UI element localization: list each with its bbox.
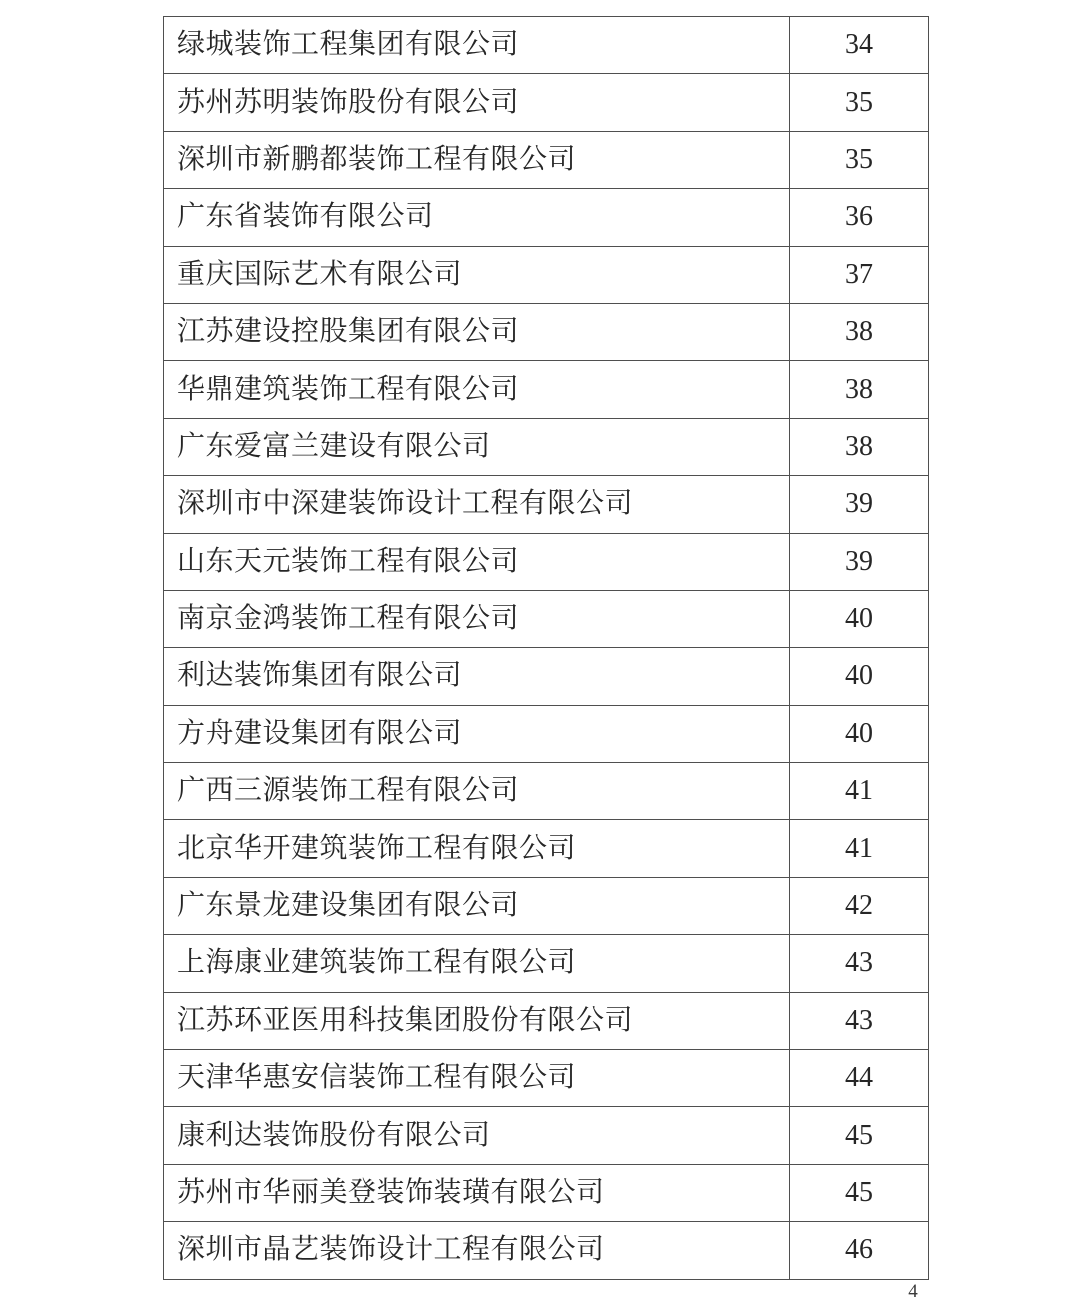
table-row [164,1107,929,1164]
company-name-cell: 深圳市中深建装饰设计工程有限公司 [164,476,790,533]
company-name-cell: 广东省装饰有限公司 [164,189,790,246]
rank-value-cell: 39 [790,476,929,533]
rank-value-cell: 35 [790,131,929,188]
company-name-cell: 上海康业建筑装饰工程有限公司 [164,935,790,992]
table-row [164,935,929,992]
rank-value-cell: 37 [790,246,929,303]
table-row [164,74,929,131]
company-name-cell: 苏州市华丽美登装饰装璜有限公司 [164,1164,790,1221]
company-name-cell: 利达装饰集团有限公司 [164,648,790,705]
table-row [164,992,929,1049]
table-row [164,189,929,246]
rank-value-cell: 39 [790,533,929,590]
rank-value-cell: 43 [790,992,929,1049]
company-name-cell: 绿城装饰工程集团有限公司 [164,17,790,74]
company-rank-table-body [164,17,929,1280]
rank-value-cell: 43 [790,935,929,992]
company-name-cell: 深圳市晶艺装饰设计工程有限公司 [164,1222,790,1279]
company-name-cell: 康利达装饰股份有限公司 [164,1107,790,1164]
company-name-cell: 华鼎建筑装饰工程有限公司 [164,361,790,418]
company-name-cell: 南京金鸿装饰工程有限公司 [164,590,790,647]
table-row [164,820,929,877]
company-name-cell: 天津华惠安信装饰工程有限公司 [164,1050,790,1107]
table-row [164,533,929,590]
company-name-cell: 广东爱富兰建设有限公司 [164,418,790,475]
company-name-cell: 广东景龙建设集团有限公司 [164,877,790,934]
company-name-cell: 江苏环亚医用科技集团股份有限公司 [164,992,790,1049]
rank-value-cell: 40 [790,590,929,647]
rank-value-cell: 44 [790,1050,929,1107]
table-row [164,877,929,934]
table-row [164,763,929,820]
rank-value-cell: 42 [790,877,929,934]
rank-value-cell: 34 [790,17,929,74]
rank-value-cell: 38 [790,418,929,475]
rank-value-cell: 35 [790,74,929,131]
rank-value-cell: 45 [790,1164,929,1221]
rank-value-cell: 46 [790,1222,929,1279]
table-row [164,17,929,74]
company-name-cell: 山东天元装饰工程有限公司 [164,533,790,590]
rank-value-cell: 38 [790,303,929,360]
table-row [164,246,929,303]
rank-value-cell: 38 [790,361,929,418]
company-name-cell: 方舟建设集团有限公司 [164,705,790,762]
rank-value-cell: 41 [790,763,929,820]
company-name-cell: 北京华开建筑装饰工程有限公司 [164,820,790,877]
rank-value-cell: 40 [790,648,929,705]
table-row [164,476,929,533]
rank-value-cell: 36 [790,189,929,246]
table-row [164,648,929,705]
table-row [164,361,929,418]
table-row [164,590,929,647]
company-name-cell: 深圳市新鹏都装饰工程有限公司 [164,131,790,188]
table-row [164,705,929,762]
table-row [164,303,929,360]
table-row [164,131,929,188]
rank-value-cell: 41 [790,820,929,877]
table-row [164,1222,929,1279]
table-row [164,418,929,475]
company-name-cell: 江苏建设控股集团有限公司 [164,303,790,360]
company-rank-table [163,16,929,1280]
rank-value-cell: 40 [790,705,929,762]
table-row [164,1164,929,1221]
table-row [164,1050,929,1107]
company-name-cell: 苏州苏明装饰股份有限公司 [164,74,790,131]
page-number: 4 [908,1281,918,1302]
company-name-cell: 重庆国际艺术有限公司 [164,246,790,303]
company-name-cell: 广西三源装饰工程有限公司 [164,763,790,820]
rank-value-cell: 45 [790,1107,929,1164]
